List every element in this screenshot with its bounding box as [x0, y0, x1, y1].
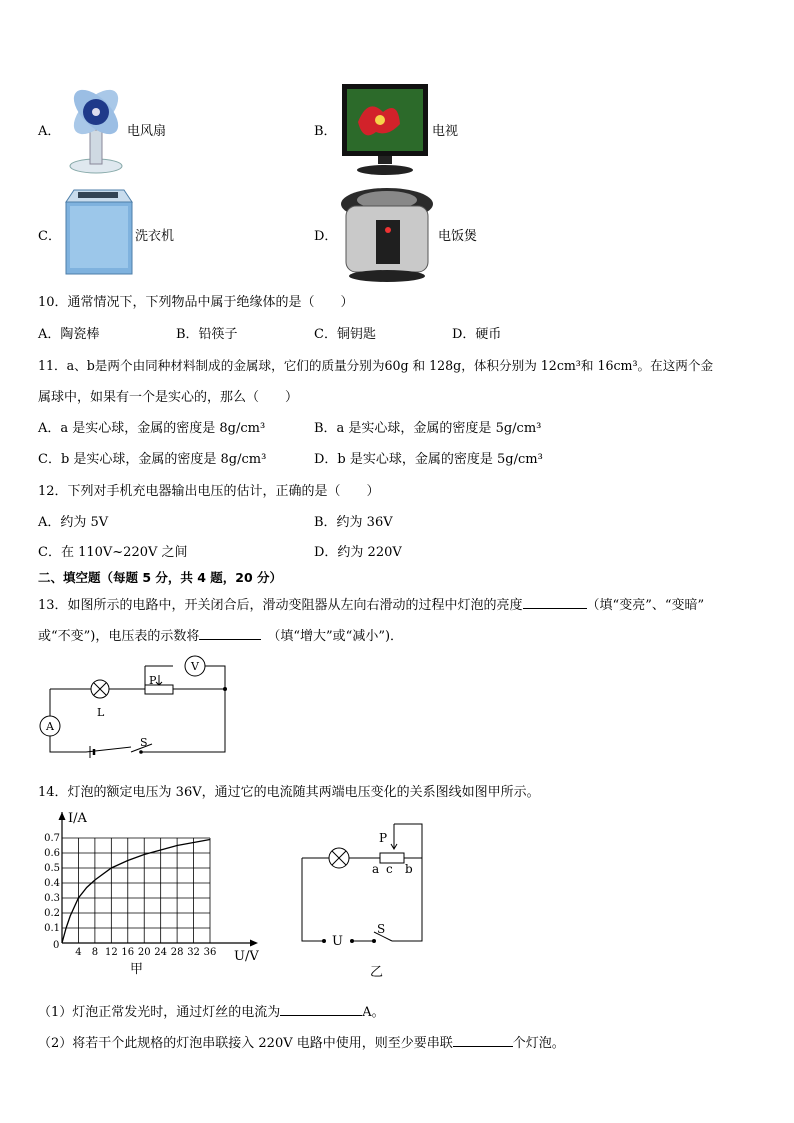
- terminal-b-label: b: [405, 862, 413, 876]
- q14-sub1-text: （1）灯泡正常发光时，通过灯丝的电流为: [38, 1005, 281, 1020]
- television-image: [338, 82, 432, 178]
- lamp-label: L: [97, 706, 105, 719]
- voltmeter-label: V: [191, 660, 199, 673]
- option-b-label: 电视: [432, 124, 459, 139]
- y-tick-label: 0.6: [44, 848, 60, 859]
- q10-stem: 10．通常情况下，下列物品中属于绝缘体的是（ ）: [38, 295, 354, 310]
- x-tick-label: 4: [75, 947, 82, 958]
- q13-line2-tail: （填“增大”或“减小”)．: [267, 629, 404, 644]
- q14-circuit-yi: [294, 820, 430, 980]
- electric-fan-image: [62, 82, 130, 176]
- y-tick-label: 0.7: [44, 833, 60, 844]
- option-c-label: 洗衣机: [135, 229, 175, 244]
- q12-option-c: C．在 110V~220V 之间: [38, 545, 188, 560]
- q13-circuit-diagram: [34, 655, 234, 759]
- y-tick-label: 0.1: [44, 923, 60, 934]
- x-tick-label: 36: [203, 947, 217, 958]
- x-tick-label: 16: [121, 947, 135, 958]
- q11-line1: 11．a、b是两个由同种材料制成的金属球，它们的质量分别为60g 和 128g，体积分别为 12cm³和 16cm³。在这两个金: [38, 358, 714, 373]
- q11-option-c: C．b 是实心球，金属的密度是 8g/cm³: [38, 452, 267, 467]
- terminal-a-label: a: [372, 862, 380, 876]
- switch-label: S: [140, 736, 148, 749]
- q10-option-b: B．铅筷子: [176, 327, 238, 342]
- terminal-c-label: c: [386, 862, 393, 876]
- y-tick-label: 0.4: [44, 878, 60, 889]
- q14-blank-1[interactable]: [280, 1003, 362, 1016]
- voltage-source-label: U: [332, 934, 343, 949]
- iu-curve-line: [62, 840, 210, 944]
- x-tick-label: 8: [91, 947, 99, 958]
- q10-option-a: A．陶瓷棒: [38, 327, 100, 342]
- option-c-letter: C．: [38, 229, 61, 244]
- y-tick-label: 0.5: [44, 863, 60, 874]
- option-a-label: 电风扇: [127, 124, 167, 139]
- q13-line2: [38, 625, 403, 644]
- origin-label: 0: [53, 940, 60, 951]
- q11-option-a: A．a 是实心球，金属的密度是 8g/cm³: [38, 421, 266, 436]
- x-tick-label: 32: [187, 947, 200, 958]
- q14-sub2-tail: 个灯泡。: [512, 1036, 565, 1051]
- q12-option-a: A．约为 5V: [38, 515, 109, 530]
- switch-label: S: [377, 922, 386, 936]
- q12-stem: 12．下列对手机充电器输出电压的估计，正确的是（ ）: [38, 484, 380, 499]
- q14-sub1-tail: A。: [362, 1005, 385, 1020]
- section-heading: 二、填空题（每题 5 分，共 4 题，20 分）: [38, 570, 283, 585]
- q11-option-d: D．b 是实心球，金属的密度是 5g/cm³: [314, 452, 543, 467]
- switch-icon: [372, 939, 376, 943]
- x-tick-label: 24: [154, 947, 168, 958]
- option-b-letter: B．: [314, 124, 337, 139]
- y-axis-label: I/A: [68, 811, 87, 826]
- q14-stem: 14．灯泡的额定电压为 36V，通过它的电流随其两端电压变化的关系图线如图甲所示。: [38, 785, 540, 800]
- x-axis-arrow-icon: [250, 940, 258, 947]
- q13-line1-text: 13．如图所示的电路中，开关闭合后，滑动变阻器从左向右滑动的过程中灯泡的亮度: [38, 598, 523, 613]
- slider-label: P: [379, 831, 388, 845]
- q12-option-d: D．约为 220V: [314, 545, 402, 560]
- option-a-letter: A．: [38, 124, 61, 139]
- option-d-letter: D．: [314, 229, 338, 244]
- q14-sub2-text: （2）将若干个此规格的灯泡串联接入 220V 电路中使用，则至少要串联: [38, 1036, 453, 1051]
- q14-sub1: [38, 1001, 385, 1020]
- washing-machine-image: [62, 188, 136, 278]
- q14-blank-2[interactable]: [453, 1034, 513, 1047]
- ammeter-label: A: [46, 720, 54, 733]
- q11-line2: 属球中，如果有一个是实心的，那么（ ）: [38, 390, 299, 405]
- y-tick-label: 0.3: [44, 893, 60, 904]
- slider-label: P: [149, 674, 157, 687]
- x-axis-label: U/V: [234, 949, 259, 964]
- figure-jia-label: 甲: [130, 962, 144, 977]
- option-d-label: 电饭煲: [438, 229, 478, 244]
- q13-line2-text: 或“不变”)，电压表的示数将: [38, 629, 200, 644]
- q13-blank-2[interactable]: [199, 627, 261, 640]
- q10-option-c: C．铜钥匙: [314, 327, 376, 342]
- figure-yi-label: 乙: [370, 965, 384, 980]
- q13-line1: [38, 594, 704, 613]
- y-tick-label: 0.2: [44, 908, 60, 919]
- x-tick-label: 20: [137, 947, 151, 958]
- q14-iu-chart: [40, 808, 270, 980]
- q13-line1-tail: （填“变亮”、“变暗”: [586, 598, 705, 613]
- rice-cooker-image: [338, 184, 436, 284]
- y-axis-arrow-icon: [59, 812, 66, 820]
- q11-option-b: B．a 是实心球，金属的密度是 5g/cm³: [314, 421, 542, 436]
- q12-option-b: B．约为 36V: [314, 515, 393, 530]
- x-tick-label: 28: [170, 947, 184, 958]
- q13-blank-1[interactable]: [523, 596, 587, 609]
- x-tick-label: 12: [104, 947, 118, 958]
- q14-sub2: [38, 1032, 565, 1051]
- q10-option-d: D．硬币: [452, 327, 502, 342]
